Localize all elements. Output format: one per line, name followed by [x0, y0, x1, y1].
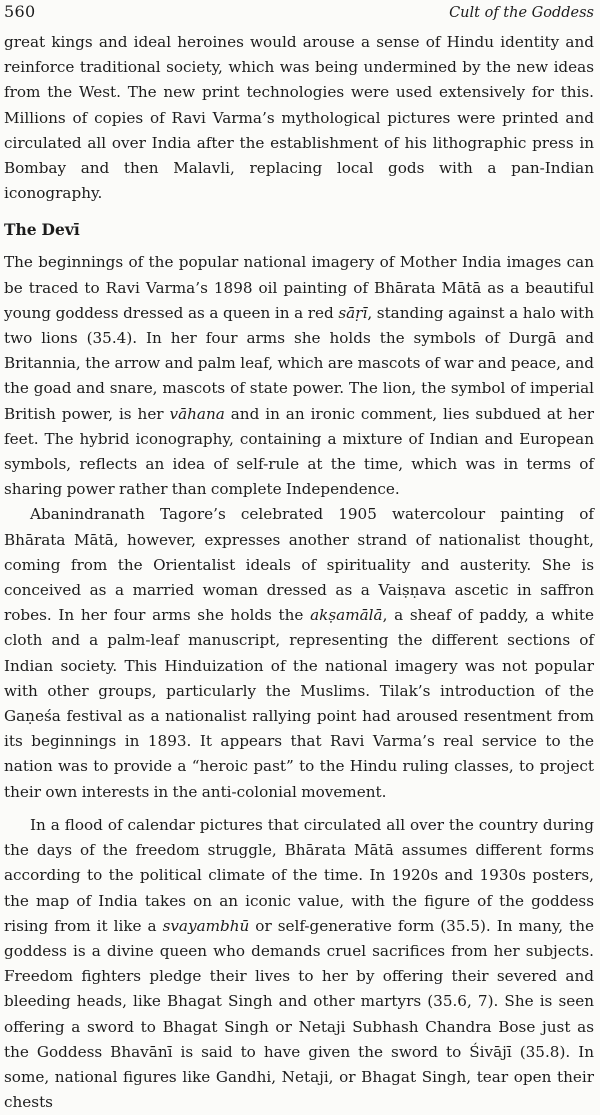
italic-term: vāhana — [169, 404, 225, 423]
body-text — [4, 30, 594, 1115]
text-run: or self-generative form (35.5). In many, the goddess is a divine queen who demands cruel sacrifices from her subjects. Freedom fighters pledge their lives to her by offering their severed and bleeding heads, like Bhagat Singh and other martyrs (35.6, 7). She is seen offering a sword to Bhagat Singh or Netaji Subhash Chandra Bose just as the Goddess Bhavānī is said to have given the sword to Śivājī (35.8). In some, national figures like Gandhi, Netaji, or Bhagat Singh, tear open their chests — [4, 916, 594, 1112]
paragraph-p3 — [4, 502, 594, 804]
text-run: The beginnings of the popular national imagery of Mother India images can be traced to Ravi Varma’s 1898 oil painting of Bhārata Mātā as a beautiful young goddess dressed as a queen in a red — [4, 253, 594, 322]
paragraph-p4 — [4, 813, 594, 1115]
text-run: In a flood of calendar pictures that circulated all over the country during the days of the freedom struggle, Bhārata Mātā assumes different forms according to the political climate of the time. In 1920s and 1930s posters, the map of India takes on an iconic value, with the figure of the goddess rising from it like a — [4, 815, 594, 935]
book-title: Cult of the Goddess — [449, 5, 594, 21]
italic-term: sāṛī — [338, 303, 368, 322]
italic-term: akṣamālā — [310, 606, 383, 625]
text-run: great kings and ideal heroines would arouse a sense of Hindu identity and reinforce traditional society, which was being undermined by the new ideas from the West. The new print technologies were used extensively for this. Millions of copies of Ravi Varma’s mythological pictures were printed and circulated all over India after the establishment of his lithographic press in Bombay and then Malavli, replacing local gods with a pan-Indian iconography. — [4, 33, 594, 203]
section-paragraphs — [4, 250, 594, 1115]
italic-term: svayambhū — [162, 916, 250, 935]
text-run: , a sheaf of paddy, a white cloth and a palm-leaf manuscript, representing the different sections of Indian society. This Hinduization of the national imagery was not popular with other groups, particularly the Muslims. Tilak’s introduction of the Gaṇeśa festival as a nationalist rallying point had aroused resentment from its beginnings in 1893. It appears that Ravi Varma’s real service to the nation was to provide a “heroic past” to the Hindu ruling classes, to project their own interests in the anti-colonial movement. — [4, 606, 595, 801]
intro-paragraphs — [4, 30, 594, 206]
paragraph-p2 — [4, 250, 594, 502]
text-run: Abanindranath Tagore’s celebrated 1905 watercolour painting of Bhārata Mātā, however, expresses another strand of nationalist thought, coming from the Orientalist ideals of spirituality and austerity. She is conceived as a married woman dressed as a Vaiṣṇava ascetic in saffron robes. In her four arms she holds the — [4, 505, 594, 625]
running-head — [4, 0, 594, 30]
text-run: , standing against a halo with two lions (35.4). In her four arms she holds the symbols of Durgā and Britannia, the arrow and palm leaf, which are mascots of war and peace, and the goad and snare, mascots of state power. The lion, the symbol of imperial British power, is her — [4, 303, 594, 423]
paragraph-p1 — [4, 30, 594, 206]
page-number: 560 — [4, 2, 36, 21]
text-run: and in an ironic comment, lies subdued at her feet. The hybrid iconography, containing a mixture of Indian and European symbols, reflects an idea of self-rule at the time, which was in terms of sharing power rather than complete Independence. — [4, 404, 594, 499]
section-heading: The Devī — [4, 220, 80, 240]
